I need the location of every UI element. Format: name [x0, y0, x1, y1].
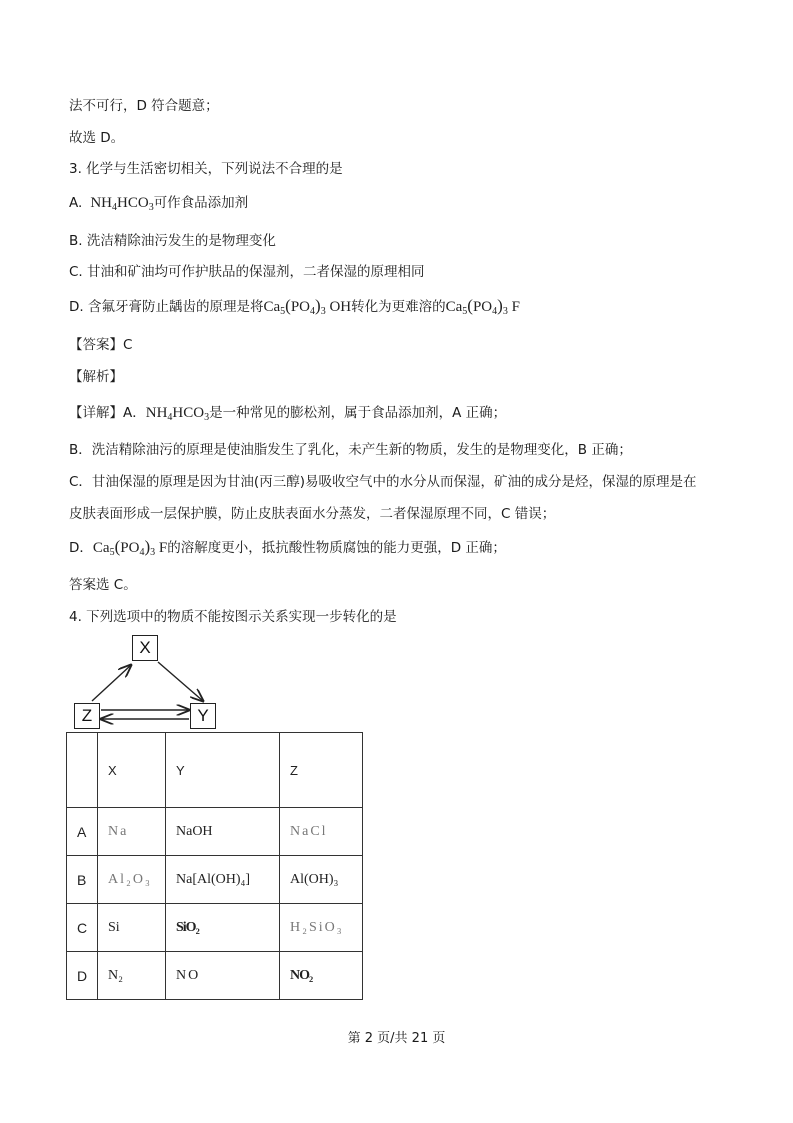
arrow-z-to-x: [92, 665, 131, 701]
question-3-stem: 3. 化学与生活密切相关，下列说法不合理的是: [69, 161, 343, 177]
header-cell: Z: [280, 733, 363, 808]
cell-x: N₂: [98, 952, 166, 1000]
formula-fluorapatite: $Ca_5(PO_4)_3$ F: [92, 537, 168, 558]
cell-y: NO: [166, 952, 280, 1000]
cell-y: NaOH: [166, 808, 280, 856]
cell-x: Si: [98, 904, 166, 952]
answer-label: 【答案】: [69, 337, 123, 353]
detail-text: 的溶解度更小，抵抗酸性物质腐蚀的能力更强，D 正确；: [167, 540, 506, 556]
option-text: 可作食品添加剂: [153, 195, 249, 211]
arrow-x-to-y: [158, 662, 203, 701]
q3-option-b: B. 洗洁精除油污发生的是物理变化: [69, 233, 276, 249]
cell-y: Na[Al(OH)₄]: [166, 856, 280, 904]
formula-fluorapatite: $Ca_5(PO_4)_3$ F: [445, 296, 520, 317]
formula-nh4hco3: $NH_4HCO_3$: [145, 405, 210, 423]
page-footer: 第 2 页/共 21 页: [347, 1031, 446, 1046]
detail-label: 【详解】A．: [69, 405, 146, 421]
text-line: 故选 D。: [69, 130, 125, 146]
table-row: [67, 904, 363, 952]
option-label: D. 含氟牙膏防止龋齿的原理是将: [69, 299, 264, 315]
detail-label: D．: [69, 540, 93, 556]
table-header-row: [67, 733, 363, 808]
header-cell: [67, 733, 98, 808]
detail-c-2: 皮肤表面形成一层保护膜，防止皮肤表面水分蒸发，二者保湿原理不同，C 错误；: [69, 506, 556, 522]
conclusion: 答案选 C。: [69, 577, 137, 593]
table-row: [67, 952, 363, 1000]
options-table: [66, 732, 363, 1000]
cell-z: Al(OH)₃: [280, 856, 363, 904]
analysis-label: 【解析】: [69, 369, 123, 385]
question-4-stem: 4. 下列选项中的物质不能按图示关系实现一步转化的是: [69, 609, 397, 625]
row-label: B: [67, 856, 98, 904]
cell-z: NO₂: [280, 952, 363, 1000]
row-label: C: [67, 904, 98, 952]
header-cell: X: [98, 733, 166, 808]
node-z: Z: [74, 703, 100, 729]
detail-b: B．洗洁精除油污的原理是使油脂发生了乳化，未产生新的物质，发生的是物理变化，B 正确；: [69, 442, 632, 458]
node-y: Y: [190, 703, 216, 729]
table-row: [67, 808, 363, 856]
row-label: A: [67, 808, 98, 856]
table-row: [67, 856, 363, 904]
cell-z: NaCl: [280, 808, 363, 856]
formula-hydroxyapatite: $Ca_5(PO_4)_3$ OH: [263, 296, 352, 317]
answer-value: C: [123, 337, 133, 353]
detail-c-1: C．甘油保湿的原理是因为甘油(丙三醇)易吸收空气中的水分从而保湿，矿油的成分是烃，保湿的原理是在: [69, 474, 697, 490]
formula-nh4hco3: $NH_4HCO_3$: [86, 195, 154, 213]
q3-option-c: C. 甘油和矿油均可作护肤品的保湿剂，二者保湿的原理相同: [69, 264, 425, 280]
row-label: D: [67, 952, 98, 1000]
header-cell: Y: [166, 733, 280, 808]
option-label: A.: [69, 195, 83, 211]
cell-y: SiO₂: [166, 904, 280, 952]
cell-x: Na: [98, 808, 166, 856]
option-text: 转化为更难溶的: [351, 299, 446, 315]
cell-z: H₂SiO₃: [280, 904, 363, 952]
node-x: X: [132, 635, 158, 661]
cell-x: Al₂O₃: [98, 856, 166, 904]
text-line: 法不可行，D 符合题意；: [69, 98, 219, 114]
detail-text: 是一种常见的膨松剂，属于食品添加剂，A 正确；: [209, 405, 507, 421]
